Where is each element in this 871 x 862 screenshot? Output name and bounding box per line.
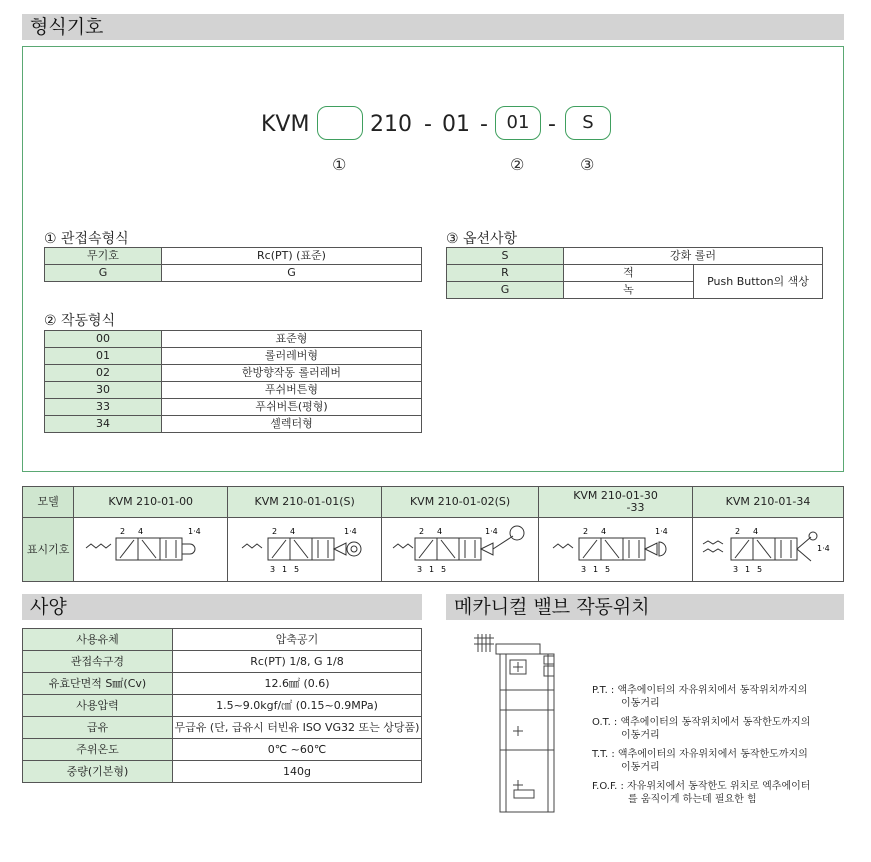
table-row bbox=[23, 695, 422, 717]
table-row bbox=[45, 365, 422, 382]
port-label: 4 bbox=[437, 527, 443, 536]
port-label: 2 bbox=[271, 527, 277, 536]
table-cell: 사용유체 bbox=[23, 629, 173, 651]
table-row bbox=[45, 399, 422, 416]
marker-1: ① bbox=[332, 155, 347, 174]
table-row bbox=[23, 487, 844, 518]
section-title-text: 메카니컬 밸브 작동위치 bbox=[454, 596, 650, 618]
table-cell: Rc(PT) (표준) bbox=[162, 248, 422, 265]
code-variant: 01 bbox=[442, 112, 470, 137]
mech-note-tt: T.T. : 액추에이터의 자유위치에서 동작한도까지의 이동거리 bbox=[592, 749, 808, 773]
table-row bbox=[23, 717, 422, 739]
conn-table bbox=[44, 247, 422, 282]
table-cell: 관접속구경 bbox=[23, 651, 173, 673]
table-cell: Push Button의 색상 bbox=[694, 265, 823, 299]
action-table bbox=[44, 330, 422, 433]
spec-table bbox=[22, 628, 422, 783]
table-cell: 푸쉬버튼형 bbox=[162, 382, 422, 399]
table-cell: 녹 bbox=[564, 282, 694, 299]
symbol-cell bbox=[693, 518, 844, 582]
table-row bbox=[45, 348, 422, 365]
symbol-cell bbox=[382, 518, 539, 582]
port-label: 2 bbox=[735, 527, 741, 536]
marker-2: ② bbox=[510, 155, 525, 174]
model-symbol-table bbox=[22, 486, 844, 582]
port-label: 1 bbox=[592, 565, 598, 574]
port-label: 2 bbox=[119, 527, 125, 536]
port-label: 1·4 bbox=[187, 527, 201, 536]
port-label: 1 bbox=[281, 565, 287, 574]
symbol-cell bbox=[539, 518, 693, 582]
option-table bbox=[446, 247, 823, 299]
model-header: 모델 bbox=[23, 487, 74, 518]
port-label: 5 bbox=[757, 565, 763, 574]
port-label: 1·4 bbox=[654, 527, 668, 536]
port-label: 2 bbox=[582, 527, 588, 536]
mech-note-ot: O.T. : 액추에이터의 동작위치에서 동작한도까지의 이동거리 bbox=[592, 717, 811, 741]
table-row bbox=[45, 248, 422, 265]
port-label: 4 bbox=[600, 527, 606, 536]
table-cell: 140g bbox=[173, 761, 422, 783]
symbol-header: 표시기호 bbox=[23, 518, 74, 582]
mech-note-fof: F.O.F. : 자유위치에서 동작한도 위치로 엑추에이터 를 움직이게 하는데 필요한 힘 bbox=[592, 781, 811, 805]
port-label: 5 bbox=[293, 565, 299, 574]
section-title-text: 사양 bbox=[30, 596, 67, 618]
port-label: 3 bbox=[580, 565, 586, 574]
table-cell: 셀렉터형 bbox=[162, 416, 422, 433]
action-table-title: ② 작동형식 bbox=[44, 313, 116, 329]
valve-symbol-01 bbox=[230, 518, 380, 576]
table-row bbox=[45, 416, 422, 433]
section-title-text: 형식기호 bbox=[30, 16, 104, 38]
code-dash-1: - bbox=[424, 112, 432, 137]
model-name: KVM 210-01-02(S) bbox=[382, 487, 539, 518]
table-row bbox=[23, 673, 422, 695]
model-name: KVM 210-01-00 bbox=[74, 487, 228, 518]
table-cell: 02 bbox=[45, 365, 162, 382]
table-cell: R bbox=[447, 265, 564, 282]
table-cell: 무기호 bbox=[45, 248, 162, 265]
valve-symbol-34 bbox=[693, 518, 843, 576]
port-label: 3 bbox=[417, 565, 423, 574]
option-table-title: ③ 옵션사항 bbox=[446, 231, 518, 247]
valve-symbol-30 bbox=[541, 518, 691, 576]
table-cell: 사용압력 bbox=[23, 695, 173, 717]
symbol-cell bbox=[74, 518, 228, 582]
symbol-cell bbox=[228, 518, 382, 582]
table-cell: 압축공기 bbox=[173, 629, 422, 651]
port-label: 2 bbox=[419, 527, 425, 536]
code-series: 210 bbox=[370, 112, 412, 137]
table-cell: G bbox=[447, 282, 564, 299]
table-row bbox=[23, 629, 422, 651]
table-row bbox=[45, 382, 422, 399]
code-box-action: 01 bbox=[495, 106, 541, 140]
model-name: KVM 210-01-34 bbox=[693, 487, 844, 518]
marker-3: ③ bbox=[580, 155, 595, 174]
code-dash-2: - bbox=[480, 112, 488, 137]
table-cell: 주위온도 bbox=[23, 739, 173, 761]
table-row bbox=[447, 265, 823, 282]
table-row bbox=[23, 518, 844, 582]
port-label: 3 bbox=[269, 565, 275, 574]
table-row bbox=[23, 739, 422, 761]
code-dash-3: - bbox=[548, 112, 556, 137]
port-label: 1 bbox=[745, 565, 751, 574]
table-cell: 34 bbox=[45, 416, 162, 433]
table-cell: 1.5~9.0kgf/㎠ (0.15~0.9MPa) bbox=[173, 695, 422, 717]
table-row bbox=[23, 651, 422, 673]
port-label: 1·4 bbox=[817, 544, 830, 553]
table-row bbox=[45, 265, 422, 282]
port-label: 1·4 bbox=[485, 527, 498, 536]
table-cell: 푸쉬버튼(평형) bbox=[162, 399, 422, 416]
model-name: KVM 210-01-01(S) bbox=[228, 487, 382, 518]
section-title-mech bbox=[446, 594, 844, 620]
conn-table-title: ① 관접속형식 bbox=[44, 231, 129, 247]
section-title-spec bbox=[22, 594, 422, 620]
table-cell: S bbox=[447, 248, 564, 265]
mech-note-pt: P.T. : 액추에이터의 자유위치에서 동작위치까지의 이동거리 bbox=[592, 685, 808, 709]
port-label: 1 bbox=[429, 565, 435, 574]
code-box-option: S bbox=[565, 106, 611, 140]
table-row bbox=[447, 248, 823, 265]
table-row bbox=[45, 331, 422, 348]
table-cell: 0℃ ~60℃ bbox=[173, 739, 422, 761]
table-cell: 적 bbox=[564, 265, 694, 282]
table-cell: 유효단면적 S㎟(Cv) bbox=[23, 673, 173, 695]
port-label: 3 bbox=[733, 565, 739, 574]
table-cell: 강화 롤러 bbox=[564, 248, 823, 265]
port-label: 5 bbox=[441, 565, 447, 574]
port-label: 4 bbox=[753, 527, 759, 536]
table-cell: 표준형 bbox=[162, 331, 422, 348]
table-cell: 롤러레버형 bbox=[162, 348, 422, 365]
port-label: 1·4 bbox=[343, 527, 357, 536]
valve-symbol-02 bbox=[385, 518, 535, 576]
section-title-model-code bbox=[22, 14, 844, 40]
table-cell: 무급유 (단, 급유시 터빈유 ISO VG32 또는 상당품) bbox=[173, 717, 422, 739]
port-label: 4 bbox=[289, 527, 295, 536]
code-prefix: KVM bbox=[261, 112, 310, 137]
model-name: KVM 210-01-30 -33 bbox=[539, 487, 693, 518]
code-box-connection bbox=[317, 106, 363, 140]
table-cell: G bbox=[45, 265, 162, 282]
table-cell: 30 bbox=[45, 382, 162, 399]
port-label: 5 bbox=[604, 565, 610, 574]
table-cell: 한방향작동 롤러레버 bbox=[162, 365, 422, 382]
table-cell: G bbox=[162, 265, 422, 282]
table-cell: 중량(기본형) bbox=[23, 761, 173, 783]
port-label: 4 bbox=[137, 527, 143, 536]
table-cell: 급유 bbox=[23, 717, 173, 739]
valve-symbol-00 bbox=[76, 518, 226, 576]
table-cell: Rc(PT) 1/8, G 1/8 bbox=[173, 651, 422, 673]
table-row bbox=[23, 761, 422, 783]
mechanical-valve-drawing bbox=[470, 630, 570, 820]
table-cell: 12.6㎟ (0.6) bbox=[173, 673, 422, 695]
table-cell: 00 bbox=[45, 331, 162, 348]
table-cell: 33 bbox=[45, 399, 162, 416]
table-cell: 01 bbox=[45, 348, 162, 365]
